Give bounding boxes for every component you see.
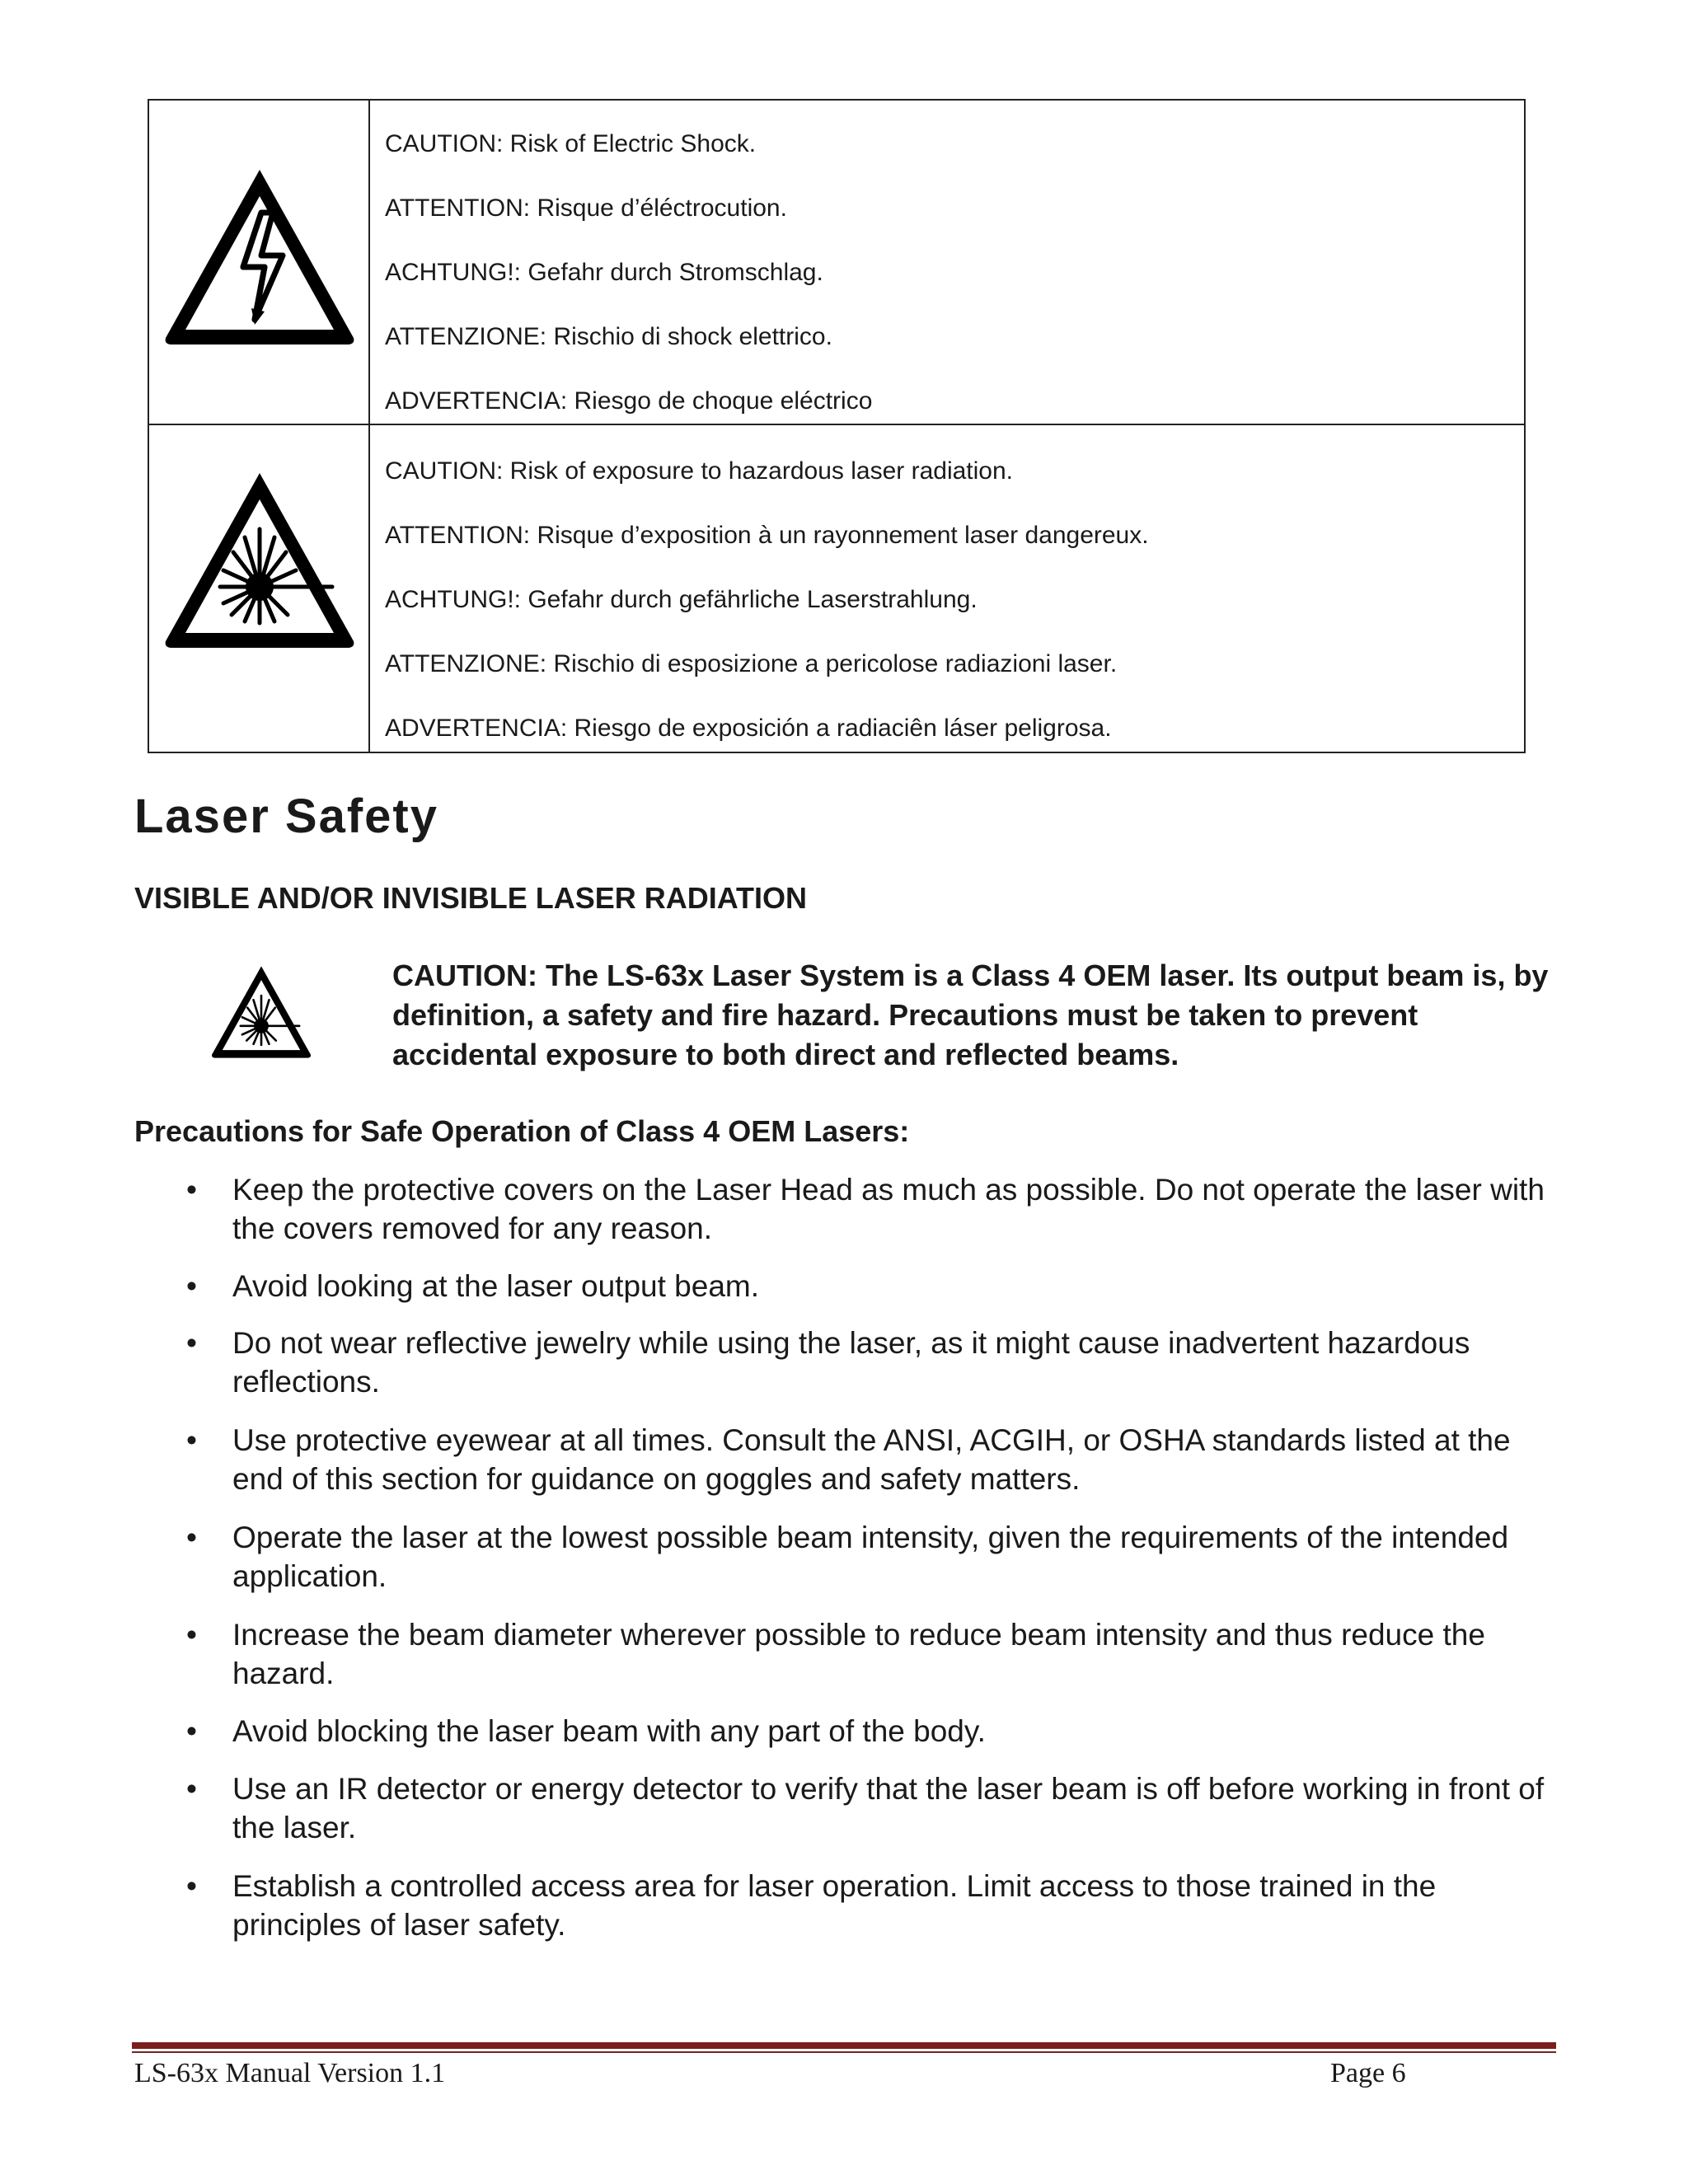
footer-rule <box>132 2042 1556 2049</box>
warning-row-laser-radiation <box>149 425 1524 752</box>
warning-line: ACHTUNG!: Gefahr durch gefährliche Laserstrahlung. <box>385 586 978 613</box>
warning-line: ATTENTION: Risque d’exposition à un rayonnement laser dangereux. <box>385 522 1149 549</box>
bullet-icon: • <box>186 1618 197 1652</box>
electric-shock-warning-icon <box>159 163 360 351</box>
list-item-text: Establish a controlled access area for laser operation. Limit access to those trained in the principles of laser safety. <box>232 1869 1437 1942</box>
section-subheading: VISIBLE AND/OR INVISIBLE LASER RADIATION <box>134 881 808 915</box>
warning-text-cell <box>385 425 1516 752</box>
laser-radiation-warning-icon <box>209 963 314 1062</box>
warning-line: CAUTION: Risk of Electric Shock. <box>385 130 757 157</box>
warning-icon-cell <box>149 425 370 752</box>
bullet-icon: • <box>186 1772 197 1806</box>
bullet-icon: • <box>186 1423 197 1457</box>
footer-manual-version: LS-63x Manual Version 1.1 <box>134 2058 446 2088</box>
warning-line: ATTENZIONE: Rischio di esposizione a pericolose radiazioni laser. <box>385 650 1118 677</box>
bullet-icon: • <box>186 1714 197 1748</box>
section-title: Laser Safety <box>134 790 438 843</box>
laser-radiation-warning-icon <box>159 466 360 654</box>
list-item-text: Do not wear reflective jewelry while using the laser, as it might cause inadvertent hazardous reflections. <box>232 1326 1470 1399</box>
warning-line: ACHTUNG!: Gefahr durch Stromschlag. <box>385 259 823 286</box>
warning-line: ATTENTION: Risque d’éléctrocution. <box>385 194 787 222</box>
list-item-text: Use protective eyewear at all times. Consult the ANSI, ACGIH, or OSHA standards listed at the end of this section for guidance on goggles and safety matters. <box>232 1423 1511 1496</box>
warning-line: ADVERTENCIA: Riesgo de choque eléctrico <box>385 387 873 415</box>
class4-caution-text: CAUTION: The LS-63x Laser System is a Class 4 OEM laser. Its output beam is, by definition, a safety and fire hazard. Precautions must be taken to prevent accidental exposure to both direct and reflected beams. <box>392 958 1549 1071</box>
warning-line: CAUTION: Risk of exposure to hazardous laser radiation. <box>385 457 1013 485</box>
precautions-heading: Precautions for Safe Operation of Class 4 OEM Lasers: <box>134 1114 910 1148</box>
bullet-icon: • <box>186 1173 197 1207</box>
list-item-text: Use an IR detector or energy detector to verify that the laser beam is off before working in front of the laser. <box>232 1772 1545 1844</box>
list-item-text: Keep the protective covers on the Laser Head as much as possible. Do not operate the laser with the covers removed for any reason. <box>232 1173 1545 1245</box>
warning-table <box>148 99 1526 753</box>
warning-icon-cell <box>149 101 370 424</box>
bullet-icon: • <box>186 1521 197 1554</box>
bullet-icon: • <box>186 1869 197 1903</box>
warning-row-electric-shock <box>149 101 1524 425</box>
bullet-icon: • <box>186 1326 197 1360</box>
warning-line: ADVERTENCIA: Riesgo de exposición a radiaciên láser peligrosa. <box>385 715 1112 742</box>
bullet-icon: • <box>186 1269 197 1303</box>
footer-page-number: Page 6 <box>1330 2058 1406 2088</box>
warning-text-cell <box>385 101 1516 424</box>
footer-rule-thin <box>132 2051 1556 2053</box>
list-item-text: Operate the laser at the lowest possible beam intensity, given the requirements of the intended application. <box>232 1521 1509 1593</box>
list-item-text: Avoid blocking the laser beam with any part of the body. <box>232 1714 986 1748</box>
list-item-text: Increase the beam diameter wherever possible to reduce beam intensity and thus reduce the hazard. <box>232 1618 1485 1690</box>
warning-line: ATTENZIONE: Rischio di shock elettrico. <box>385 323 832 350</box>
list-item-text: Avoid looking at the laser output beam. <box>232 1269 760 1303</box>
